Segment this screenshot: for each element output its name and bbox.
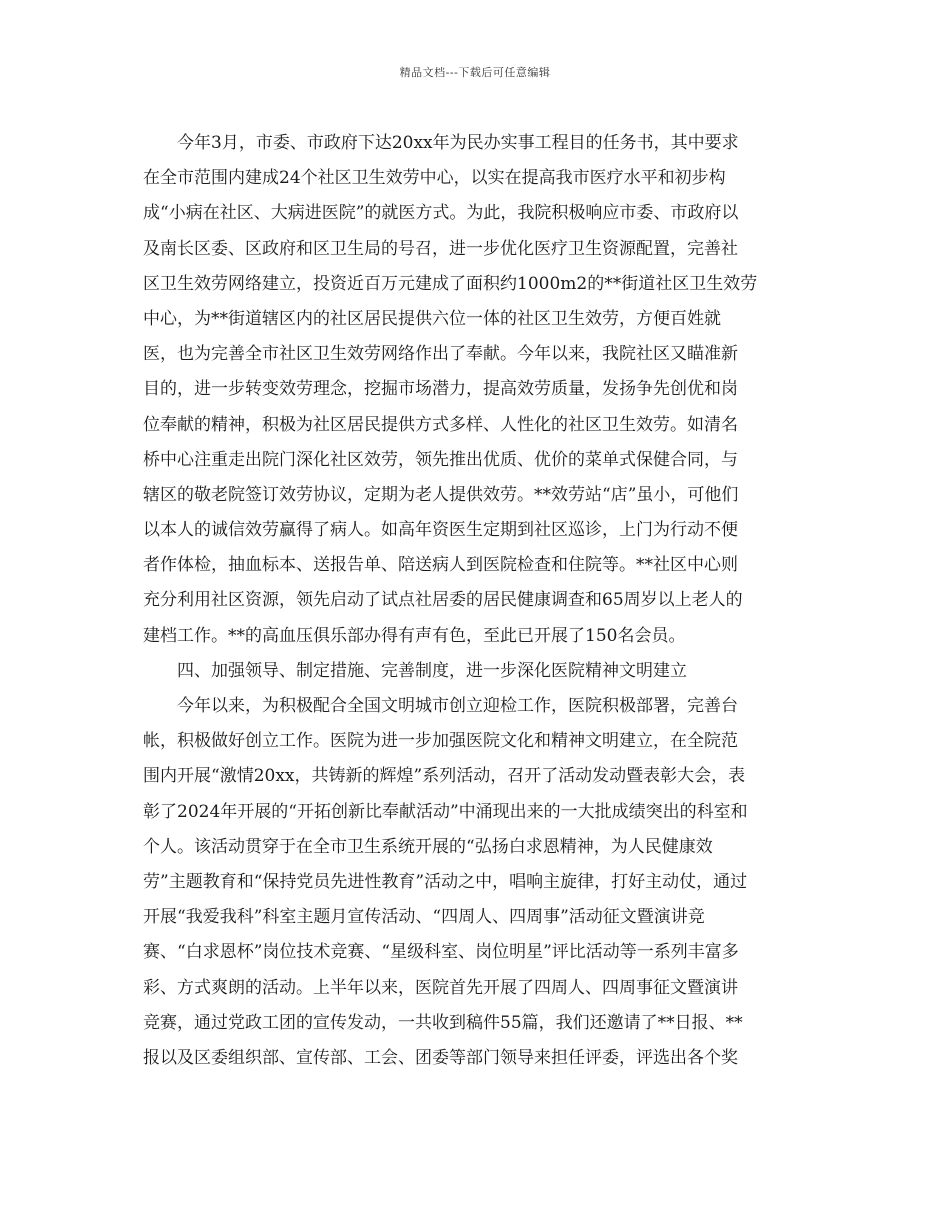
text-line: 充分利用社区资源，领先启动了试点社居委的居民健康调查和65周岁以上老人的 (143, 590, 743, 611)
text-line: 竞赛，通过党政工团的宣传发动，一共收到稿件55篇，我们还邀请了**日报、** (143, 1012, 743, 1033)
text-line: 帐，积极做好创立工作。医院为进一步加强医院文化和精神文明建立，在全院范 (143, 731, 738, 752)
document-body (143, 126, 805, 1076)
text-line: 赛、“白求恩杯”岗位技术竞赛、“星级科室、岗位明星”评比活动等一系列丰富多 (143, 942, 739, 963)
text-line: 辖区的敬老院签订效劳协议，定期为老人提供效劳。**效劳站“店”虽小，可他们 (143, 484, 739, 505)
text-line: 目的，进一步转变效劳理念，挖掘市场潜力，提高效劳质量，发扬争先创优和岗 (143, 379, 738, 400)
text-line: 以本人的诚信效劳赢得了病人。如高年资医生定期到社区巡诊，上门为行动不便 (143, 520, 738, 541)
text-line: 今年以来，为积极配合全国文明城市创立迎检工作，医院积极部署，完善台 (177, 696, 738, 716)
text-line: 四、加强领导、制定措施、完善制度，进一步深化医院精神文明建立 (177, 660, 687, 681)
text-line: 开展“我爱我科”科室主题月宣传活动、“四周人、四周事”活动征文暨演讲竞 (143, 907, 705, 928)
text-line: 报以及区委组织部、宣传部、工会、团委等部门领导来担任评委，评选出各个奖 (143, 1047, 738, 1068)
text-line: 在全市范围内建成24个社区卫生效劳中心，以实在提高我市医疗水平和初步构 (143, 168, 726, 189)
text-line: 彰了2024年开展的“开拓创新比奉献活动”中涌现出来的一大批成绩突出的科室和 (143, 801, 748, 822)
text-line: 个人。该活动贯穿于在全市卫生系统开展的“弘扬白求恩精神，为人民健康效 (143, 836, 713, 857)
text-line: 劳”主题教育和“保持党员先进性教育”活动之中，唱响主旋律，打好主动仗，通过 (143, 871, 748, 892)
text-line: 中心，为**街道辖区内的社区居民提供六位一体的社区卫生效劳，方便百姓就 (143, 308, 721, 329)
text-line: 围内开展“激情20xx，共铸新的辉煌”系列活动，召开了活动发动暨表彰大会，表 (143, 766, 746, 787)
text-line: 医，也为完善全市社区卫生效劳网络作出了奉献。今年以来，我院社区又瞄准新 (143, 344, 738, 365)
text-line: 区卫生效劳网络建立，投资近百万元建成了面积约1000m2的**街道社区卫生效劳 (143, 273, 758, 294)
text-line: 彩、方式爽朗的活动。上半年以来，医院首先开展了四周人、四周事征文暨演讲 (143, 977, 738, 998)
page-header: 精品文档---下载后可任意编辑 (399, 66, 551, 79)
text-line: 今年3月，市委、市政府下达20xx年为民办实事工程目的任务书，其中要求 (177, 133, 739, 153)
text-line: 建档工作。**的高血压俱乐部办得有声有色，至此已开展了150名会员。 (143, 625, 686, 646)
text-line: 及南长区委、区政府和区卫生局的号召，进一步优化医疗卫生资源配置，完善社 (143, 238, 738, 259)
text-line: 位奉献的精神，积极为社区居民提供方式多样、人性化的社区卫生效劳。如清名 (143, 414, 738, 435)
text-line: 者作体检，抽血标本、送报告单、陪送病人到医院检查和住院等。**社区中心则 (143, 555, 738, 576)
text-line: 成“小病在社区、大病进医院”的就医方式。为此，我院积极响应市委、市政府以 (143, 203, 739, 224)
text-line: 桥中心注重走出院门深化社区效劳，领先推出优质、优价的菜单式保健合同，与 (143, 449, 738, 470)
